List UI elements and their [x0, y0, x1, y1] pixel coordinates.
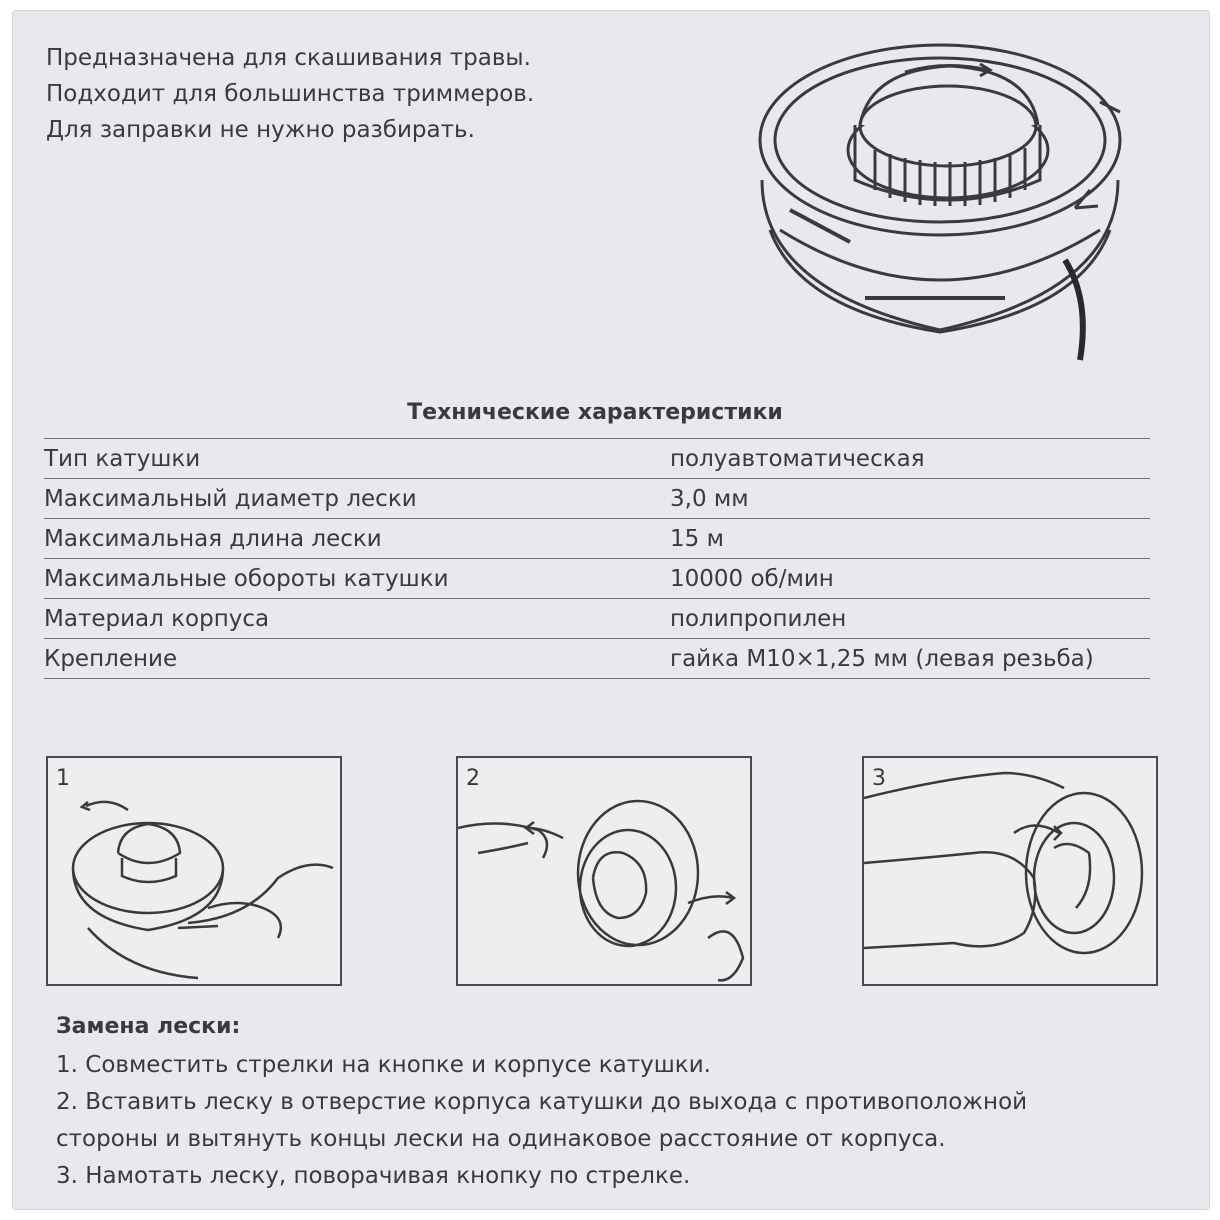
step-1-illustration [46, 756, 342, 986]
spec-label: Крепление [44, 639, 670, 679]
instruction-line: стороны и вытянуть концы лески на одинаковое расстояние от корпуса. [56, 1126, 946, 1152]
intro-line: Предназначена для скашивания травы. [46, 45, 531, 71]
table-row [44, 439, 1150, 479]
spec-value: полипропилен [670, 599, 1150, 639]
table-row [44, 559, 1150, 599]
spec-value: гайка М10×1,25 мм (левая резьба) [670, 639, 1150, 679]
step-3-illustration [862, 756, 1158, 986]
instructions [56, 1008, 1027, 1195]
step-number: 2 [466, 766, 480, 791]
intro-line: Подходит для большинства триммеров. [46, 81, 535, 107]
instruction-line: 3. Намотать леску, поворачивая кнопку по стрелке. [56, 1163, 691, 1189]
table-row [44, 639, 1150, 679]
spec-label: Максимальная длина лески [44, 519, 670, 559]
table-row [44, 479, 1150, 519]
spec-label: Материал корпуса [44, 599, 670, 639]
instruction-line: 1. Совместить стрелки на кнопке и корпусе катушки. [56, 1052, 711, 1078]
step-number: 3 [872, 766, 886, 791]
specs-title: Технические характеристики [407, 400, 783, 425]
spec-value: 15 м [670, 519, 1150, 559]
spec-value: полуавтоматическая [670, 439, 1150, 479]
instruction-line: 2. Вставить леску в отверстие корпуса катушки до выхода с противоположной [56, 1089, 1028, 1115]
spec-label: Тип катушки [44, 439, 670, 479]
trimmer-head-illustration [740, 30, 1140, 390]
hands-spool-drawing [458, 758, 750, 984]
intro-text [46, 40, 534, 148]
spec-label: Максимальный диаметр лески [44, 479, 670, 519]
step-number: 1 [56, 766, 70, 791]
step-2-illustration [456, 756, 752, 986]
spec-value: 10000 об/мин [670, 559, 1150, 599]
spec-value: 3,0 мм [670, 479, 1150, 519]
hands-spool-drawing [864, 758, 1156, 984]
hands-spool-drawing [48, 758, 340, 984]
table-row [44, 599, 1150, 639]
table-row [44, 519, 1150, 559]
specs-table [44, 438, 1150, 679]
spec-label: Максимальные обороты катушки [44, 559, 670, 599]
intro-line: Для заправки не нужно разбирать. [46, 117, 475, 143]
instructions-heading: Замена лески: [56, 1014, 241, 1039]
